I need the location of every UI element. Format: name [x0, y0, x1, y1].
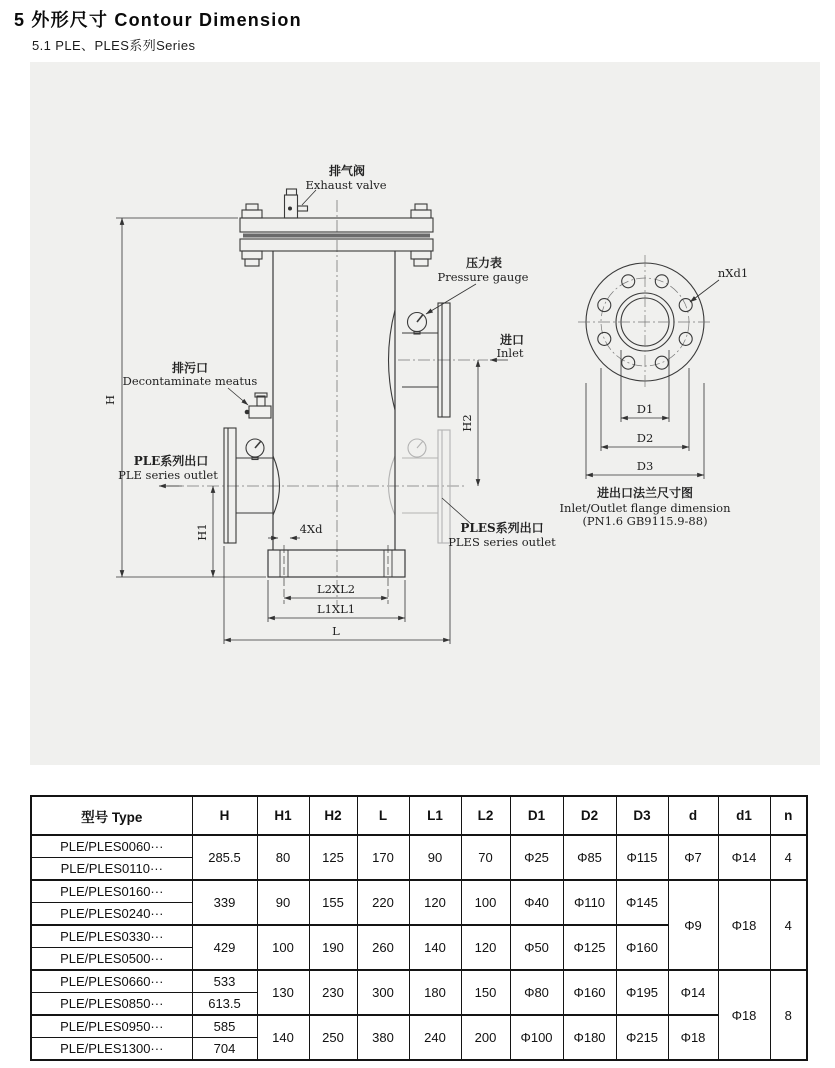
top-flange — [240, 204, 433, 266]
dim-label-l: L — [332, 624, 340, 638]
cell-h: 704 — [192, 1038, 257, 1061]
leader-lines — [228, 190, 476, 523]
dim-label-l1: L1XL1 — [316, 602, 356, 616]
cell-model: PLE/PLES0500··· — [31, 948, 192, 971]
label-ple-outlet-cn: PLE系列出口 — [133, 454, 209, 468]
col-header-l: L — [357, 796, 409, 835]
cell-h1: 80 — [257, 835, 309, 880]
cell-model: PLE/PLES0330··· — [31, 925, 192, 948]
cell-l1: 140 — [409, 925, 461, 970]
cell-l: 260 — [357, 925, 409, 970]
dim-label-d1: D1 — [636, 402, 654, 416]
dim-label-h1: H1 — [195, 523, 209, 541]
col-header-h: H — [192, 796, 257, 835]
cell-model: PLE/PLES0850··· — [31, 993, 192, 1016]
col-header-n: n — [770, 796, 807, 835]
cell-h2: 125 — [309, 835, 357, 880]
cell-h2: 155 — [309, 880, 357, 925]
cell-model: PLE/PLES1300··· — [31, 1038, 192, 1061]
cell-h: 285.5 — [192, 835, 257, 880]
cell-l2: 200 — [461, 1015, 510, 1060]
cell-d2: Φ160 — [563, 970, 616, 1015]
cell-d: Φ7 — [668, 835, 718, 880]
cell-l2: 100 — [461, 880, 510, 925]
cell-l1: 120 — [409, 880, 461, 925]
cell-d3: Φ195 — [616, 970, 668, 1015]
cell-d1-hole: Φ18 — [718, 880, 770, 970]
cell-d: Φ9 — [668, 880, 718, 970]
label-drain-cn: 排污口 — [171, 361, 209, 375]
cell-model: PLE/PLES0060··· — [31, 835, 192, 858]
cell-d3: Φ145 — [616, 880, 668, 925]
dimension-table — [30, 795, 808, 1061]
cell-n: 4 — [770, 880, 807, 970]
cell-l2: 70 — [461, 835, 510, 880]
label-pressure-gauge-cn: 压力表 — [465, 256, 503, 270]
cell-model: PLE/PLES0950··· — [31, 1015, 192, 1038]
cell-d1: Φ50 — [510, 925, 563, 970]
cell-h: 429 — [192, 925, 257, 970]
pressure-gauge — [408, 313, 427, 335]
dimension-table-wrap — [30, 795, 808, 1061]
cell-d3: Φ215 — [616, 1015, 668, 1060]
cell-h: 533 — [192, 970, 257, 993]
cell-d1: Φ80 — [510, 970, 563, 1015]
col-header-d2: D2 — [563, 796, 616, 835]
table-row — [31, 880, 807, 903]
label-inlet-en: Inlet — [496, 346, 524, 360]
cell-h1: 100 — [257, 925, 309, 970]
label-ple-outlet-en: PLE series outlet — [118, 468, 218, 482]
ple-outlet-flange — [224, 428, 280, 543]
cell-d2: Φ110 — [563, 880, 616, 925]
drawing-panel — [30, 62, 820, 765]
label-ples-outlet-en: PLES series outlet — [448, 535, 556, 549]
col-header-l2: L2 — [461, 796, 510, 835]
cell-l: 380 — [357, 1015, 409, 1060]
cell-h1: 140 — [257, 1015, 309, 1060]
cell-h: 585 — [192, 1015, 257, 1038]
cell-l1: 180 — [409, 970, 461, 1015]
cell-d3: Φ160 — [616, 925, 668, 970]
col-header-d1: D1 — [510, 796, 563, 835]
cell-n: 4 — [770, 835, 807, 880]
cell-l2: 120 — [461, 925, 510, 970]
label-ples-outlet-cn: PLES系列出口 — [460, 521, 544, 535]
cell-model: PLE/PLES0240··· — [31, 903, 192, 926]
label-pressure-gauge-en: Pressure gauge — [437, 270, 529, 284]
cell-d1-hole: Φ18 — [718, 970, 770, 1060]
cell-h1: 130 — [257, 970, 309, 1015]
dim-label-nxd1: nXd1 — [717, 266, 749, 280]
col-header-d: d — [668, 796, 718, 835]
cell-l1: 90 — [409, 835, 461, 880]
page-header — [14, 6, 302, 54]
dim-label-l2: L2XL2 — [316, 582, 356, 596]
col-header-h2: H2 — [309, 796, 357, 835]
cell-d2: Φ125 — [563, 925, 616, 970]
table-row — [31, 1015, 807, 1038]
cell-d1: Φ100 — [510, 1015, 563, 1060]
cell-h1: 90 — [257, 880, 309, 925]
cell-d1-hole: Φ14 — [718, 835, 770, 880]
cell-l: 300 — [357, 970, 409, 1015]
flange-caption-en: Inlet/Outlet flange dimension — [559, 501, 731, 515]
page-title: 5 外形尺寸 Contour Dimension — [14, 10, 302, 30]
cell-d3: Φ115 — [616, 835, 668, 880]
cell-h: 339 — [192, 880, 257, 925]
cell-h2: 190 — [309, 925, 357, 970]
dim-label-h: H — [103, 394, 117, 406]
technical-drawing-svg — [30, 62, 820, 765]
centerlines — [167, 200, 488, 607]
col-header-d3: D3 — [616, 796, 668, 835]
ples-outlet-flange — [389, 430, 451, 543]
dim-label-4xd: 4Xd — [299, 522, 323, 536]
table-row — [31, 970, 807, 993]
flange-caption-std: (PN1.6 GB9115.9-88) — [582, 514, 708, 528]
drain-port — [245, 393, 271, 418]
page-subtitle: 5.1 PLE、PLES系列Series — [32, 38, 196, 53]
cell-l: 220 — [357, 880, 409, 925]
dim-label-d3: D3 — [636, 459, 654, 473]
col-header-h1: H1 — [257, 796, 309, 835]
cell-model: PLE/PLES0660··· — [31, 970, 192, 993]
label-drain-en: Decontaminate meatus — [122, 374, 258, 388]
label-exhaust-valve-en: Exhaust valve — [305, 178, 387, 192]
col-header-l1: L1 — [409, 796, 461, 835]
table-row — [31, 835, 807, 858]
dim-label-h2: H2 — [460, 414, 474, 432]
cell-d1: Φ25 — [510, 835, 563, 880]
label-inlet-cn: 进口 — [499, 333, 525, 347]
cell-l: 170 — [357, 835, 409, 880]
cell-d2: Φ85 — [563, 835, 616, 880]
cell-h: 613.5 — [192, 993, 257, 1016]
table-header-row — [31, 796, 807, 835]
cell-l2: 150 — [461, 970, 510, 1015]
cell-n: 8 — [770, 970, 807, 1060]
cell-d: Φ14 — [668, 970, 718, 1015]
cell-l1: 240 — [409, 1015, 461, 1060]
exhaust-valve — [285, 189, 308, 218]
cell-h2: 250 — [309, 1015, 357, 1060]
cell-d1: Φ40 — [510, 880, 563, 925]
cell-d: Φ18 — [668, 1015, 718, 1060]
cell-d2: Φ180 — [563, 1015, 616, 1060]
vessel-body — [273, 251, 395, 550]
col-header-type: 型号 Type — [31, 796, 192, 835]
dim-label-d2: D2 — [636, 431, 654, 445]
label-exhaust-valve-cn: 排气阀 — [328, 164, 366, 178]
cell-model: PLE/PLES0110··· — [31, 858, 192, 881]
cell-h2: 230 — [309, 970, 357, 1015]
cell-model: PLE/PLES0160··· — [31, 880, 192, 903]
flange-detail-view — [578, 255, 719, 479]
flange-caption-cn: 进出口法兰尺寸图 — [596, 486, 694, 500]
col-header-d1-hole: d1 — [718, 796, 770, 835]
